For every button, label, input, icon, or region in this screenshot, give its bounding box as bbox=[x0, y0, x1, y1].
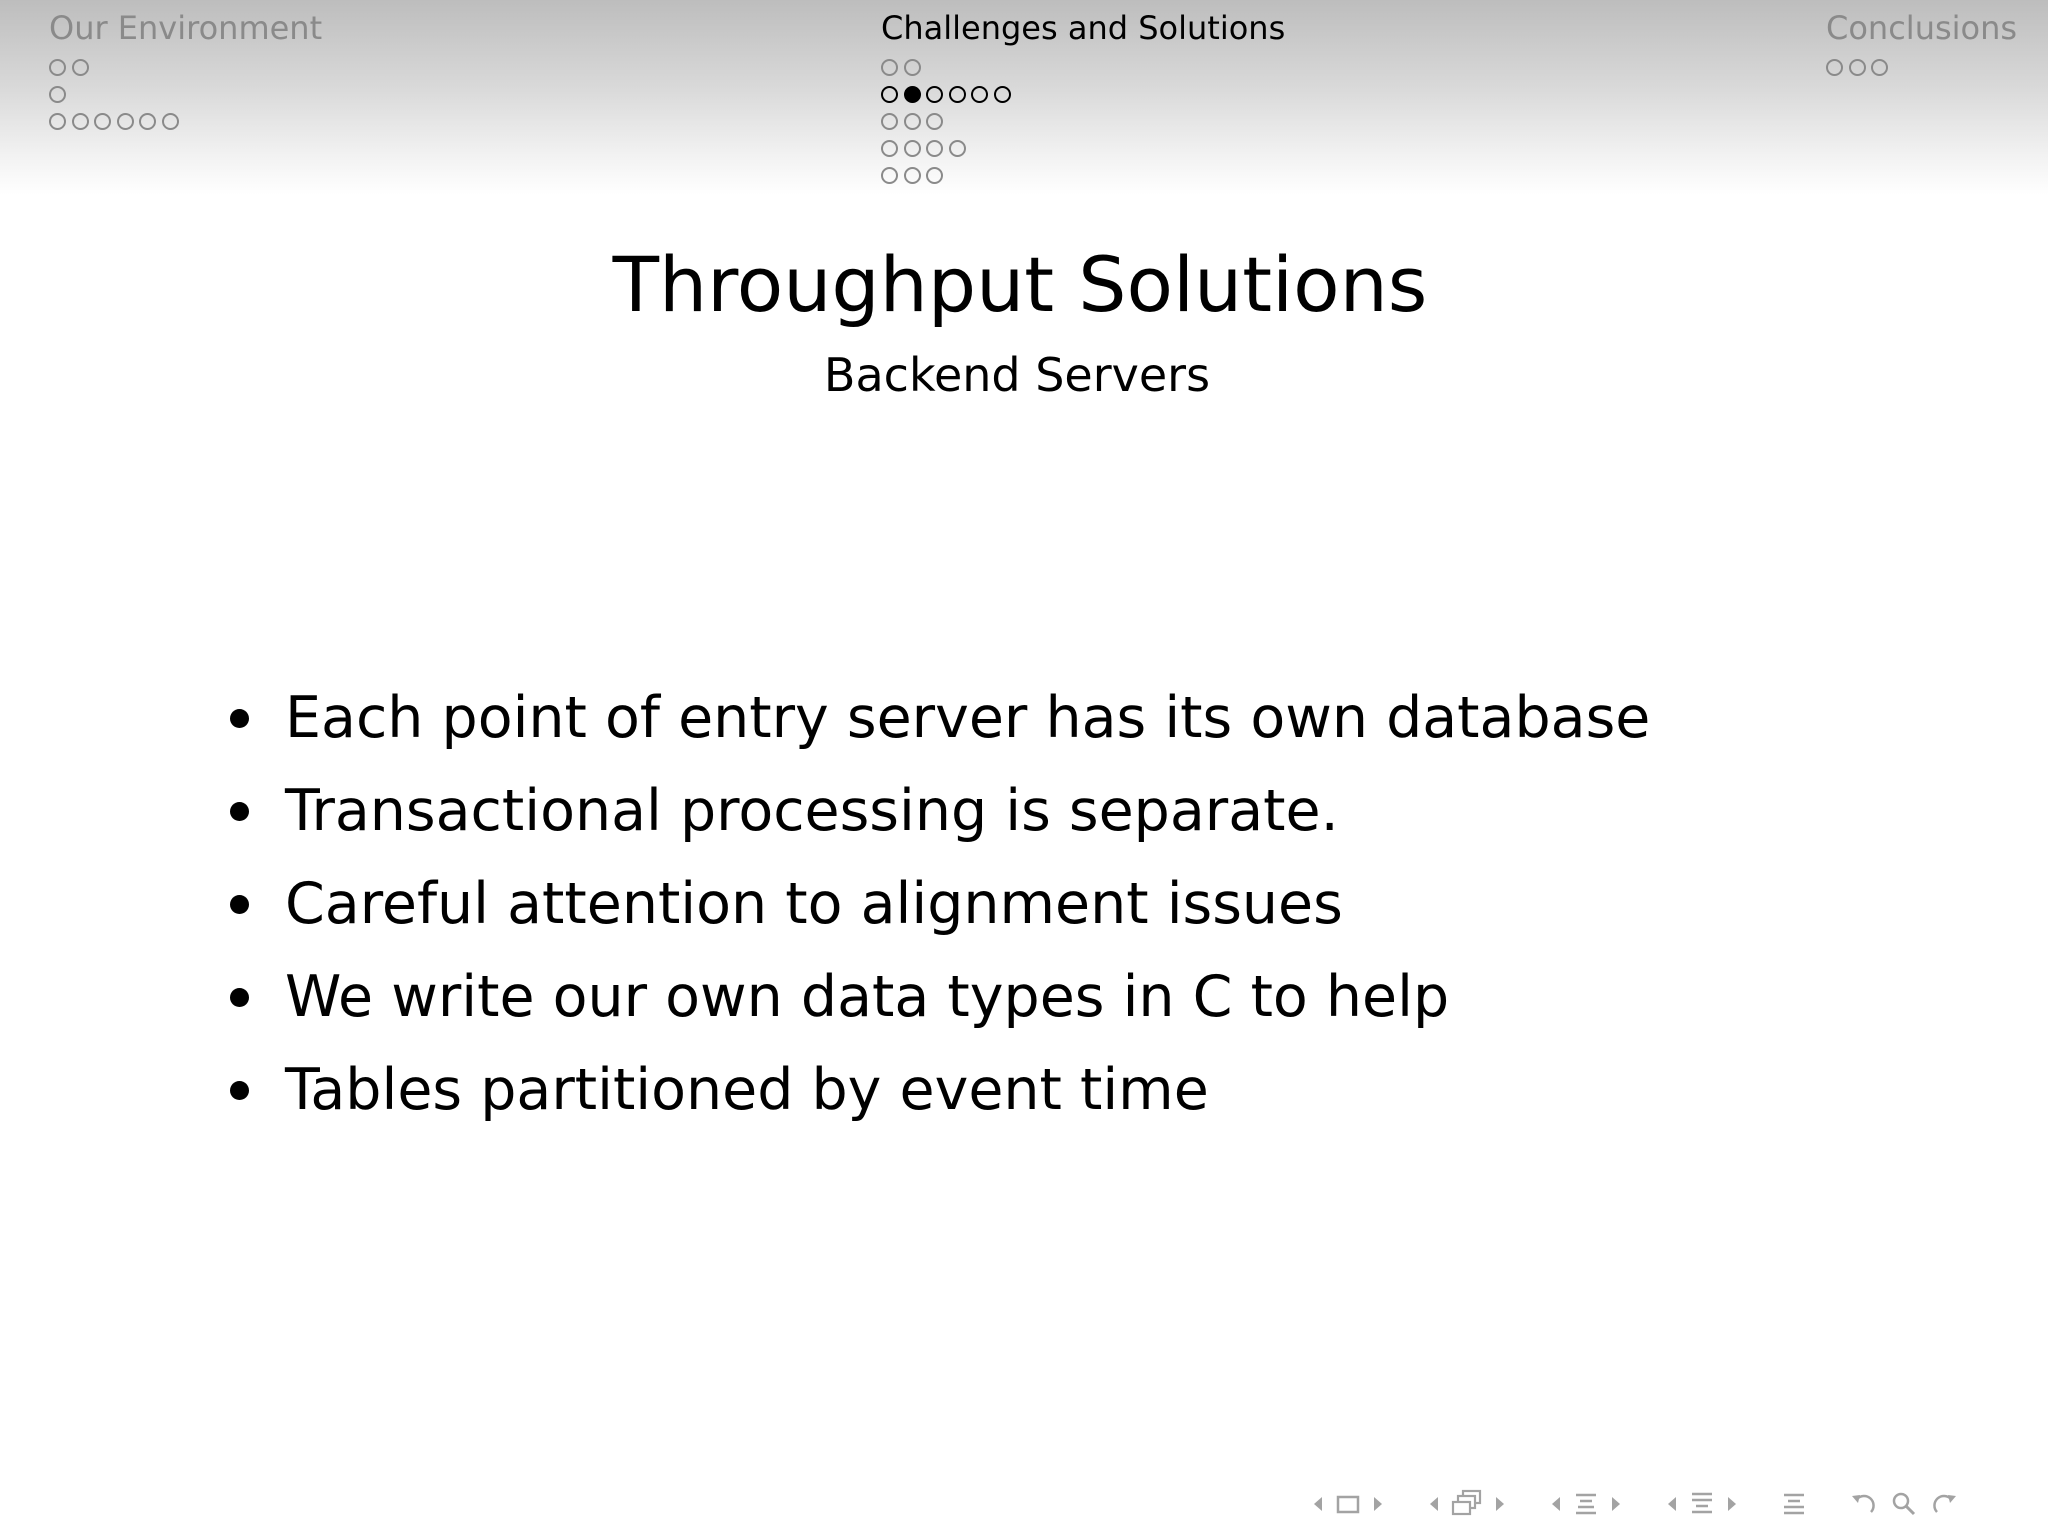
frame-dot-icon[interactable] bbox=[117, 113, 134, 130]
frame-dot-icon[interactable] bbox=[926, 167, 943, 184]
subsection-nav-group bbox=[1543, 1490, 1629, 1522]
subsection-frame-row bbox=[49, 81, 322, 108]
subsection-icon[interactable] bbox=[1573, 1490, 1599, 1522]
next-subsection-icon[interactable] bbox=[1611, 1493, 1623, 1519]
frame-dot-icon[interactable] bbox=[49, 113, 66, 130]
section-navigation-bar bbox=[0, 0, 2048, 195]
frame-dot-icon[interactable] bbox=[1849, 59, 1866, 76]
subsection-frame-row bbox=[49, 54, 322, 81]
slide-icon[interactable] bbox=[1335, 1493, 1361, 1519]
subsection-frame-row bbox=[881, 81, 1285, 108]
bullet-text: Tables partitioned by event time bbox=[285, 1057, 1209, 1123]
bullet-item bbox=[220, 1044, 1650, 1137]
section-icon[interactable] bbox=[1689, 1490, 1715, 1522]
frame-dot-icon[interactable] bbox=[881, 167, 898, 184]
frame-dot-icon[interactable] bbox=[94, 113, 111, 130]
frame-dot-icon[interactable] bbox=[72, 59, 89, 76]
bullet-item bbox=[220, 765, 1650, 858]
nav-section-title[interactable]: Challenges and Solutions bbox=[881, 9, 1286, 47]
bullet-item bbox=[220, 672, 1650, 765]
frame-dots bbox=[49, 54, 322, 135]
beamer-navigation-controls bbox=[1305, 1488, 1965, 1524]
frame-dot-icon[interactable] bbox=[904, 59, 921, 76]
frame-dot-icon[interactable] bbox=[971, 86, 988, 103]
nav-section-conclusions[interactable] bbox=[1826, 8, 2017, 81]
nav-section-title[interactable]: Conclusions bbox=[1826, 9, 2018, 47]
subsection-frame-row bbox=[881, 108, 1285, 135]
subsection-frame-row bbox=[1826, 54, 2017, 81]
bullet-icon bbox=[230, 1081, 249, 1100]
frame-dot-icon[interactable] bbox=[1871, 59, 1888, 76]
current-frame-dot-icon[interactable] bbox=[904, 86, 921, 103]
bullet-icon bbox=[230, 988, 249, 1007]
subsection-frame-row bbox=[49, 108, 322, 135]
document-nav-group bbox=[1775, 1490, 1813, 1522]
bullet-item bbox=[220, 858, 1650, 951]
frame-dot-icon[interactable] bbox=[949, 140, 966, 157]
frame-dot-icon[interactable] bbox=[49, 59, 66, 76]
bullet-text: Transactional processing is separate. bbox=[285, 778, 1339, 844]
bullet-text: We write our own data types in C to help bbox=[285, 964, 1450, 1030]
bullet-icon bbox=[230, 895, 249, 914]
frame-dot-icon[interactable] bbox=[49, 86, 66, 103]
prev-slide-icon[interactable] bbox=[1311, 1493, 1323, 1519]
subsection-frame-row bbox=[881, 54, 1285, 81]
prev-frame-icon[interactable] bbox=[1427, 1493, 1439, 1519]
frame-dot-icon[interactable] bbox=[1826, 59, 1843, 76]
back-icon[interactable] bbox=[1849, 1490, 1879, 1522]
frame-dot-icon[interactable] bbox=[994, 86, 1011, 103]
document-icon[interactable] bbox=[1781, 1490, 1807, 1522]
frame-dot-icon[interactable] bbox=[926, 140, 943, 157]
frame-nav-group bbox=[1421, 1489, 1513, 1523]
frame-dots bbox=[1826, 54, 2017, 81]
bullet-text: Each point of entry server has its own database bbox=[285, 685, 1651, 751]
prev-subsection-icon[interactable] bbox=[1549, 1493, 1561, 1519]
frame-dot-icon[interactable] bbox=[139, 113, 156, 130]
nav-section-challenges-and-solutions[interactable] bbox=[881, 8, 1285, 189]
frame-dot-icon[interactable] bbox=[881, 113, 898, 130]
bullet-icon bbox=[230, 802, 249, 821]
subsection-frame-row bbox=[881, 135, 1285, 162]
frame-dot-icon[interactable] bbox=[162, 113, 179, 130]
next-section-icon[interactable] bbox=[1727, 1493, 1739, 1519]
bullet-icon bbox=[230, 709, 249, 728]
history-search-group bbox=[1843, 1490, 1965, 1522]
next-slide-icon[interactable] bbox=[1373, 1493, 1385, 1519]
slide-nav-group bbox=[1305, 1493, 1391, 1519]
next-frame-icon[interactable] bbox=[1495, 1493, 1507, 1519]
bullet-item bbox=[220, 951, 1650, 1044]
subsection-frame-row bbox=[881, 162, 1285, 189]
bullet-list bbox=[220, 672, 1650, 1137]
frame-dot-icon[interactable] bbox=[949, 86, 966, 103]
frame-icon[interactable] bbox=[1451, 1489, 1483, 1523]
frame-dot-icon[interactable] bbox=[904, 140, 921, 157]
slide-subtitle: Backend Servers bbox=[823, 348, 1211, 402]
prev-section-icon[interactable] bbox=[1665, 1493, 1677, 1519]
frame-dot-icon[interactable] bbox=[926, 86, 943, 103]
search-icon[interactable] bbox=[1891, 1490, 1917, 1522]
frame-dot-icon[interactable] bbox=[926, 113, 943, 130]
section-nav-group bbox=[1659, 1490, 1745, 1522]
slide-title: Throughput Solutions bbox=[612, 240, 1428, 329]
bullet-text: Careful attention to alignment issues bbox=[285, 871, 1343, 937]
nav-section-our-environment[interactable] bbox=[49, 8, 322, 135]
frame-dot-icon[interactable] bbox=[881, 86, 898, 103]
frame-dot-icon[interactable] bbox=[881, 140, 898, 157]
frame-dot-icon[interactable] bbox=[72, 113, 89, 130]
frame-dot-icon[interactable] bbox=[904, 113, 921, 130]
forward-icon[interactable] bbox=[1929, 1490, 1959, 1522]
frame-dot-icon[interactable] bbox=[881, 59, 898, 76]
frame-dots bbox=[881, 54, 1285, 189]
nav-section-title[interactable]: Our Environment bbox=[49, 9, 323, 47]
frame-dot-icon[interactable] bbox=[904, 167, 921, 184]
